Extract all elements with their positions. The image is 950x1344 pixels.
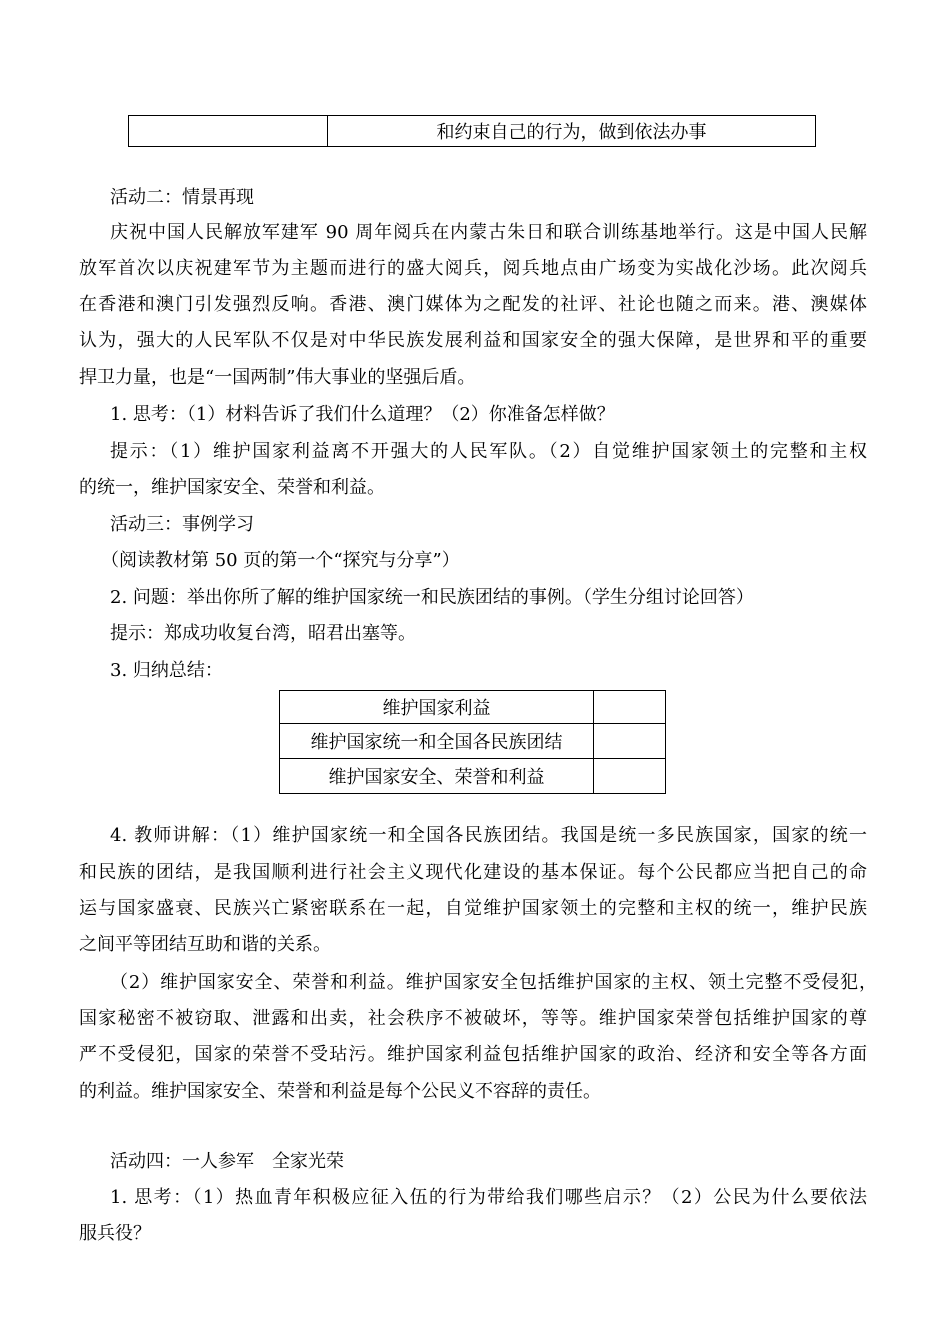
activity3-reading-note: （阅读教材第 50 页的第一个“探究与分享”） [101,550,460,571]
lecture-line-2: 和民族的团结，是我国顺利进行社会主义现代化建设的基本保证。每个公民都应当把自己的命 [79,862,867,883]
top-table [128,115,816,147]
table-row [280,691,666,724]
summary-row-label: 维护国家统一和全国各民族团结 [280,724,594,759]
lecture2-line-1: （2）维护国家安全、荣誉和利益。维护国家安全包括维护国家的主权、领土完整不受侵犯， [110,972,877,993]
activity2-question: 1. 思考：（1）材料告诉了我们什么道理？（2）你准备怎样做？ [110,404,615,425]
summary-row-blank [594,724,666,759]
activity4-heading: 活动四：一人参军 全家光荣 [110,1151,344,1172]
table-row [280,724,666,759]
lecture-line-4: 之间平等团结互助和谐的关系。 [79,934,331,955]
summary-row-label: 维护国家利益 [280,691,594,724]
activity2-para-line-4: 认为，强大的人民军队不仅是对中华民族发展利益和国家安全的强大保障，是世界和平的重要 [79,330,867,351]
lecture-line-3: 运与国家盛衰、民族兴亡紧密联系在一起，自觉维护国家领土的完整和主权的统一，维护民族 [79,898,867,919]
lecture-line-1: 4. 教师讲解：（1）维护国家统一和全国各民族团结。我国是统一多民族国家，国家的统一 [110,825,867,846]
activity4-question-line-2: 服兵役？ [79,1223,151,1244]
table-row [280,759,666,794]
activity2-heading: 活动二：情景再现 [110,187,254,208]
lecture2-line-4: 的利益。维护国家安全、荣誉和利益是每个公民义不容辞的责任。 [79,1081,601,1102]
top-table-left-cell [129,116,328,147]
summary-row-blank [594,759,666,794]
lecture2-line-2: 国家秘密不被窃取、泄露和出卖，社会秩序不被破坏，等等。维护国家荣誉包括维护国家的尊 [79,1008,867,1029]
activity2-hint-line-1: 提示：（1）维护国家利益离不开强大的人民军队。（2）自觉维护国家领土的完整和主权 [110,441,867,462]
activity4-question-line-1: 1. 思考：（1）热血青年积极应征入伍的行为带给我们哪些启示？（2）公民为什么要依法 [110,1187,867,1208]
activity3-hint: 提示：郑成功收复台湾，昭君出塞等。 [110,623,416,644]
summary-row-label: 维护国家安全、荣誉和利益 [280,759,594,794]
activity3-question: 2. 问题：举出你所了解的维护国家统一和民族团结的事例。（学生分组讨论回答） [110,587,754,608]
activity2-hint-line-2: 的统一，维护国家安全、荣誉和利益。 [79,477,385,498]
activity2-para-line-5: 捍卫力量，也是“一国两制”伟大事业的坚强后盾。 [79,367,476,388]
activity3-heading: 活动三：事例学习 [110,514,254,535]
activity2-para-line-1: 庆祝中国人民解放军建军 90 周年阅兵在内蒙古朱日和联合训练基地举行。这是中国人民解 [110,222,867,243]
activity3-summary-label: 3. 归纳总结： [110,660,223,681]
summary-row-blank [594,691,666,724]
activity2-para-line-3: 在香港和澳门引发强烈反响。香港、澳门媒体为之配发的社评、社论也随之而来。港、澳媒体 [79,294,867,315]
lecture2-line-3: 严不受侵犯，国家的荣誉不受玷污。维护国家利益包括维护国家的政治、经济和安全等各方面 [79,1044,867,1065]
activity2-para-line-2: 放军首次以庆祝建军节为主题而进行的盛大阅兵，阅兵地点由广场变为实战化沙场。此次阅兵 [79,258,867,279]
top-table-right-cell: 和约束自己的行为，做到依法办事 [328,116,816,147]
summary-table [279,690,666,794]
